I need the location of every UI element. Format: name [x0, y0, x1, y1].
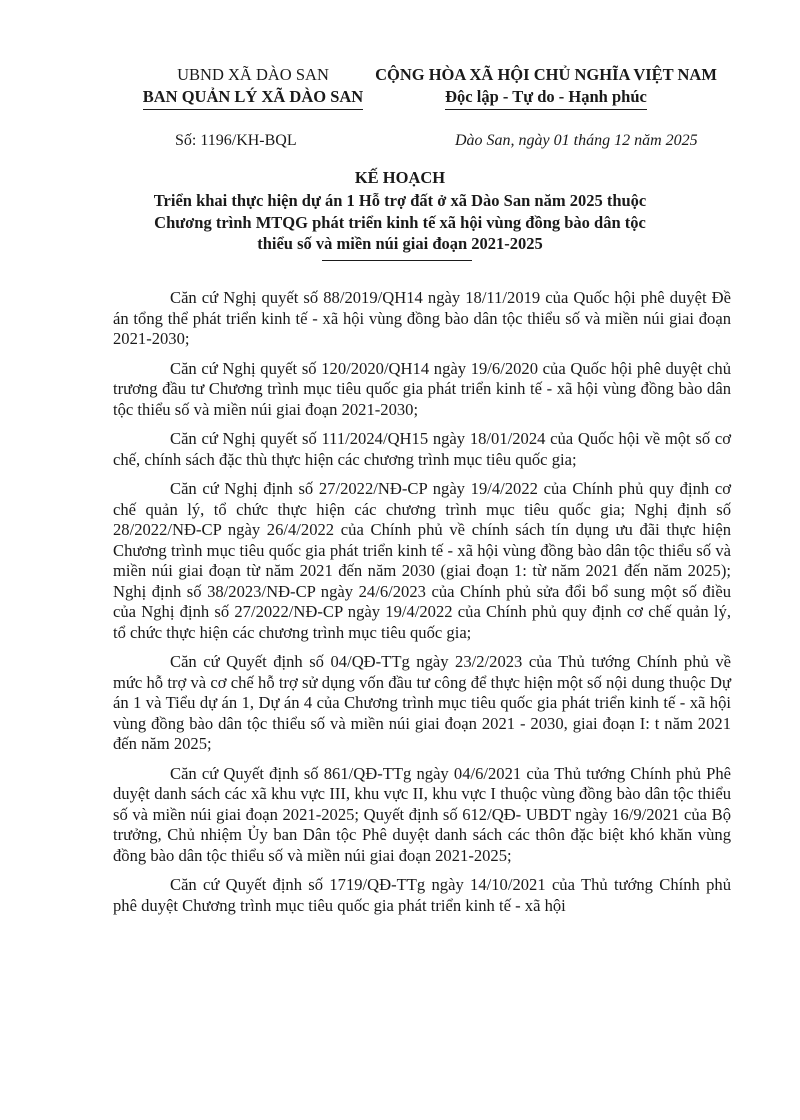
document-title: KẾ HOẠCH — [354, 168, 446, 187]
body-paragraph: Căn cứ Nghị quyết số 88/2019/QH14 ngày 18/11/2019 của Quốc hội phê duyệt Đề án tổng thể phát triển kinh tế - xã hội vùng đồng bào dân tộc thiểu số và miền núi giai đoạn 2021-2030; — [113, 288, 731, 348]
motto: Độc lập - Tự do - Hạnh phúc — [445, 86, 647, 110]
place-and-date: Dào San, ngày 01 tháng 12 năm 2025 — [455, 132, 698, 149]
title-divider — [322, 260, 472, 261]
body-paragraph: Căn cứ Quyết định số 1719/QĐ-TTg ngày 14/10/2021 của Thủ tướng Chính phủ phê duyệt Chương trình mục tiêu quốc gia phát triển kinh tế - xã hội — [113, 875, 731, 915]
document-subtitle: Triển khai thực hiện dự án 1 Hỗ trợ đất ở xã Dào San năm 2025 thuộc Chương trình MTQG phát triển kinh tế xã hội vùng đồng bào dân tộc thiểu số và miền núi giai đoạn 2021-2025 — [153, 191, 647, 253]
body-paragraph: Căn cứ Nghị định số 27/2022/NĐ-CP ngày 19/4/2022 của Chính phủ quy định cơ chế quản lý, tổ chức thực hiện các chương trình mục tiêu quốc gia; Nghị định số 28/2022/NĐ-CP ngày 26/4/2022 của Chính phủ về chính sách tín dụng ưu đãi thực hiện Chương trình mục tiêu quốc gia phát triển kinh tế - xã hội vùng đồng bào dân tộc thiểu số và miền núi giai đoạn từ năm 2021 đến năm 2030 (giai đoạn 1: từ năm 2021 đến năm 2025); Nghị định số 38/2023/NĐ-CP ngày 24/6/2023 của Chính phủ sửa đổi bổ sung một số điều của Nghị định số 27/2022/NĐ-CP ngày 19/4/2022 của Chính phủ quy định cơ chế quản lý, tổ chức thực hiện các chương trình mục tiêu quốc gia; — [113, 479, 731, 642]
body-paragraph: Căn cứ Quyết định số 861/QĐ-TTg ngày 04/6/2021 của Thủ tướng Chính phủ Phê duyệt danh sách các xã khu vực III, khu vực II, khu vực I thuộc vùng đồng bào dân tộc thiểu số và miền núi giai đoạn 2021-2025; Quyết định số 612/QĐ- UBDT ngày 16/9/2021 của Bộ trưởng, Chủ nhiệm Ủy ban Dân tộc Phê duyệt danh sách các thôn đặc biệt khó khăn vùng đồng bào dân tộc thiểu số và miền núi giai đoạn 2021-2025; — [113, 763, 731, 865]
document-body — [113, 288, 731, 925]
body-paragraph: Căn cứ Nghị quyết số 111/2024/QH15 ngày 18/01/2024 của Quốc hội về một số cơ chế, chính sách đặc thù thực hiện các chương trình mục tiêu quốc gia; — [113, 429, 731, 469]
commune-committee-name: UBND XÃ DÀO SAN — [177, 65, 329, 84]
body-paragraph: Căn cứ Nghị quyết số 120/2020/QH14 ngày 19/6/2020 của Quốc hội phê duyệt chủ trương đầu tư Chương trình mục tiêu quốc gia phát triển kinh tế - xã hội vùng đồng bào dân tộc thiểu số và miền núi giai đoạn 2021-2030; — [113, 358, 731, 419]
national-motto — [366, 64, 726, 110]
document-number: Số: 1196/KH-BQL — [175, 132, 297, 149]
body-paragraph: Căn cứ Quyết định số 04/QĐ-TTg ngày 23/2/2023 của Thủ tướng Chính phủ về mức hỗ trợ và cơ chế hỗ trợ sử dụng vốn đầu tư công để thực hiện một số nội dung thuộc Dự án 1 và Tiểu dự án 1, Dự án 4 của Chương trình mục tiêu quốc gia phát triển kinh tế - xã hội vùng đồng bào dân tộc thiểu số và miền núi giai đoạn 2021 - 2030, giai đoạn I: t năm 2021 đến năm 2025; — [113, 652, 731, 753]
management-board-name: BAN QUẢN LÝ XÃ DÀO SAN — [143, 86, 363, 110]
issuing-organization — [128, 64, 378, 110]
country-name: CỘNG HÒA XÃ HỘI CHỦ NGHĨA VIỆT NAM — [375, 65, 717, 84]
